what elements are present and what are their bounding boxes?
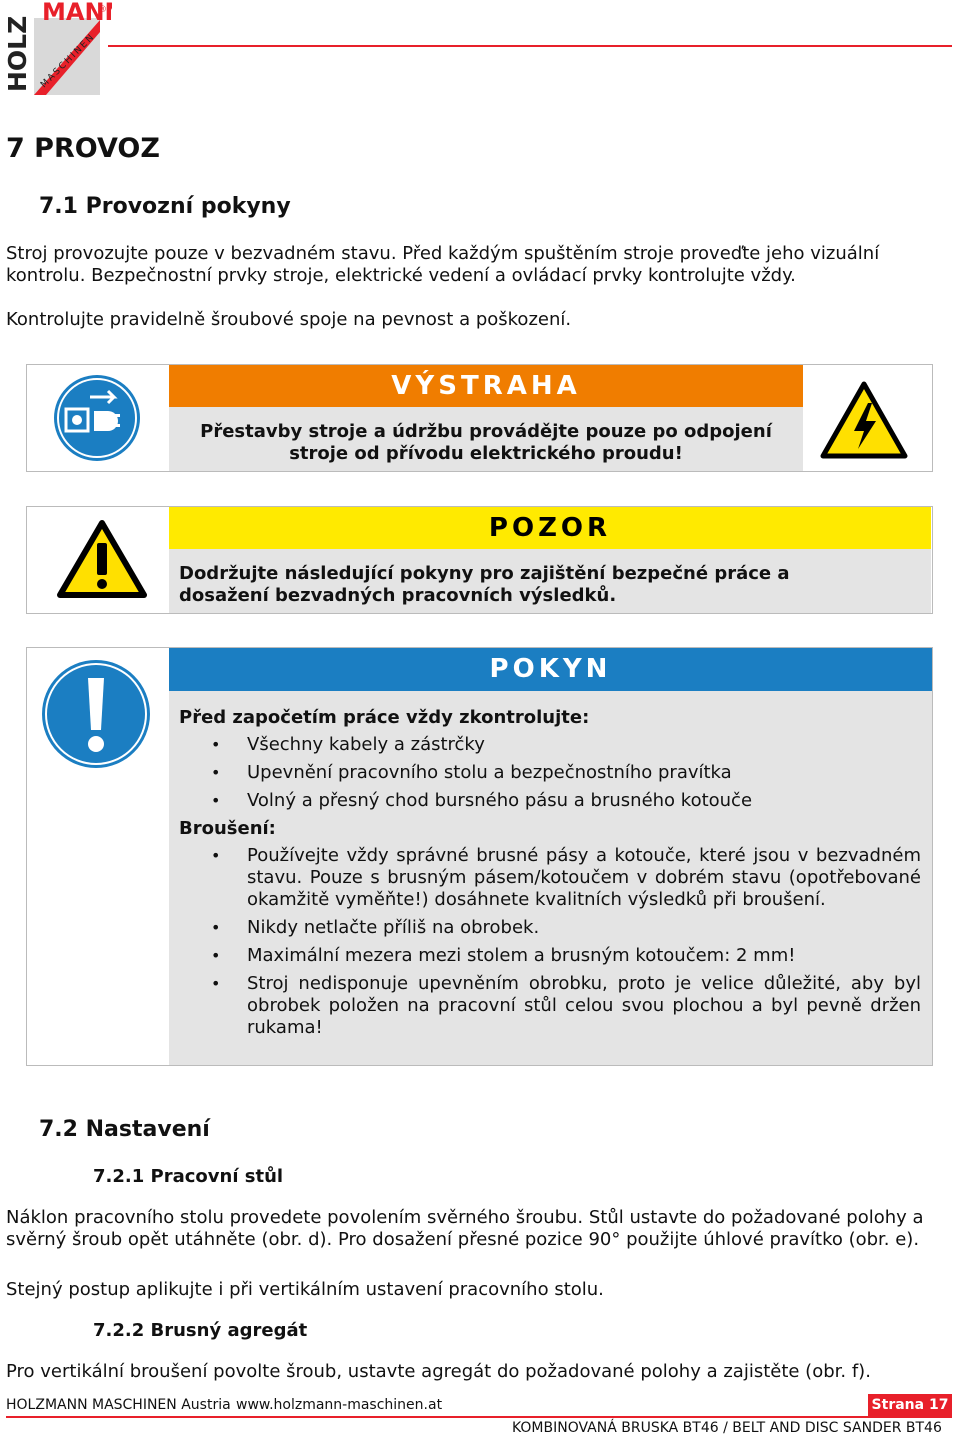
svg-text:MASCHINEN: MASCHINEN — [39, 31, 98, 91]
list-item: • Upevnění pracovního stolu a bezpečnostního pravítka — [179, 762, 921, 784]
subsection-7-2-1-paragraph-1: Náklon pracovního stolu provedete povolením svěrného šroubu. Stůl ustavte do požadované polohy a svěrný šroub opět utáhněte (obr. d). Pro dosažení přesné pozice 90° použijte úhlové pravítko (obr. e). — [6, 1207, 924, 1250]
notice-text-area — [169, 691, 932, 1065]
subsection-7-2-1-title: 7.2.1 Pracovní stůl — [93, 1166, 284, 1187]
section-7-2-title: 7.2 Nastavení — [39, 1117, 210, 1142]
section-7-1-paragraph-2: Kontrolujte pravidelně šroubové spoje na pevnost a poškození. — [6, 309, 572, 330]
unplug-mandatory-icon — [52, 373, 142, 463]
footer-rule — [6, 1416, 952, 1418]
mandatory-exclamation-icon — [40, 658, 152, 770]
electric-hazard-icon — [820, 381, 908, 459]
general-warning-icon — [57, 519, 147, 599]
svg-text:MANN: MAN — [42, 0, 105, 26]
holzmann-logo — [4, 0, 112, 100]
subsection-7-2-2-title: 7.2.2 Brusný agregát — [93, 1320, 308, 1341]
list-item: • Všechny kabely a zástrčky — [179, 734, 921, 756]
list-item: • Nikdy netlačte příliš na obrobek. — [179, 917, 921, 939]
notice-heading: POKYN — [169, 648, 932, 691]
svg-text:®: ® — [98, 5, 107, 15]
section-7-1-title: 7.1 Provozní pokyny — [39, 194, 291, 219]
svg-text:HOLZ: HOLZ — [4, 15, 32, 92]
caution-text: Dodržujte následující pokyny pro zajištění bezpečné práce a dosažení bezvadných pracovních výsledků. — [179, 563, 790, 606]
notice-grinding-list — [179, 845, 921, 1039]
header-rule — [108, 45, 952, 47]
footer-url[interactable]: www.holzmann-maschinen.at — [236, 1397, 443, 1413]
subsection-7-2-2-paragraph: Pro vertikální broušení povolte šroub, ustavte agregát do požadované polohy a zajistěte (obr. f). — [6, 1361, 871, 1382]
warning-text: Přestavby stroje a údržbu provádějte pouze po odpojení stroje od přívodu elektrického proudu! — [200, 421, 772, 464]
list-item: • Maximální mezera mezi stolem a brusným kotoučem: 2 mm! — [179, 945, 921, 967]
footer-page-number: Strana 17 — [868, 1394, 952, 1417]
chapter-title: 7 PROVOZ — [6, 133, 160, 164]
notice-box — [26, 647, 933, 1066]
caution-text-area — [169, 549, 931, 613]
section-7-1-paragraph-1: Stroj provozujte pouze v bezvadném stavu. Před každým spuštěním stroje proveďte jeho vizuální kontrolu. Bezpečnostní prvky stroje, elektrické vedení a ovládací prvky kontrolujte vždy. — [6, 243, 880, 286]
notice-check-title: Před započetím práce vždy zkontrolujte: — [179, 707, 590, 728]
list-item: • Používejte vždy správné brusné pásy a kotouče, které jsou v bezvadném stavu. Pouze s brusným pásem/kotoučem v dobrém stavu (opotřebované okamžitě vyměňte!) dosáhnete kvalitních výsledků při broušení. — [179, 845, 921, 911]
footer-product: KOMBINOVANÁ BRUSKA BT46 / BELT AND DISC SANDER BT46 — [512, 1420, 942, 1436]
warning-text-area — [169, 407, 803, 471]
subsection-7-2-1-paragraph-2: Stejný postup aplikujte i při vertikálním ustavení pracovního stolu. — [6, 1279, 604, 1300]
footer-company: HOLZMANN MASCHINEN Austria — [6, 1397, 231, 1413]
warning-heading: VÝSTRAHA — [169, 365, 803, 407]
notice-grinding-title: Broušení: — [179, 818, 276, 839]
notice-check-list — [179, 734, 921, 812]
list-item: • Stroj nedisponuje upevněním obrobku, proto je velice důležité, aby byl obrobek položen na pracovní stůl celou svou plochou a byl pevně držen rukama! — [179, 973, 921, 1039]
caution-heading: POZOR — [169, 507, 931, 549]
caution-box — [26, 506, 933, 614]
warning-box — [26, 364, 933, 472]
list-item: • Volný a přesný chod bursného pásu a brusného kotouče — [179, 790, 921, 812]
